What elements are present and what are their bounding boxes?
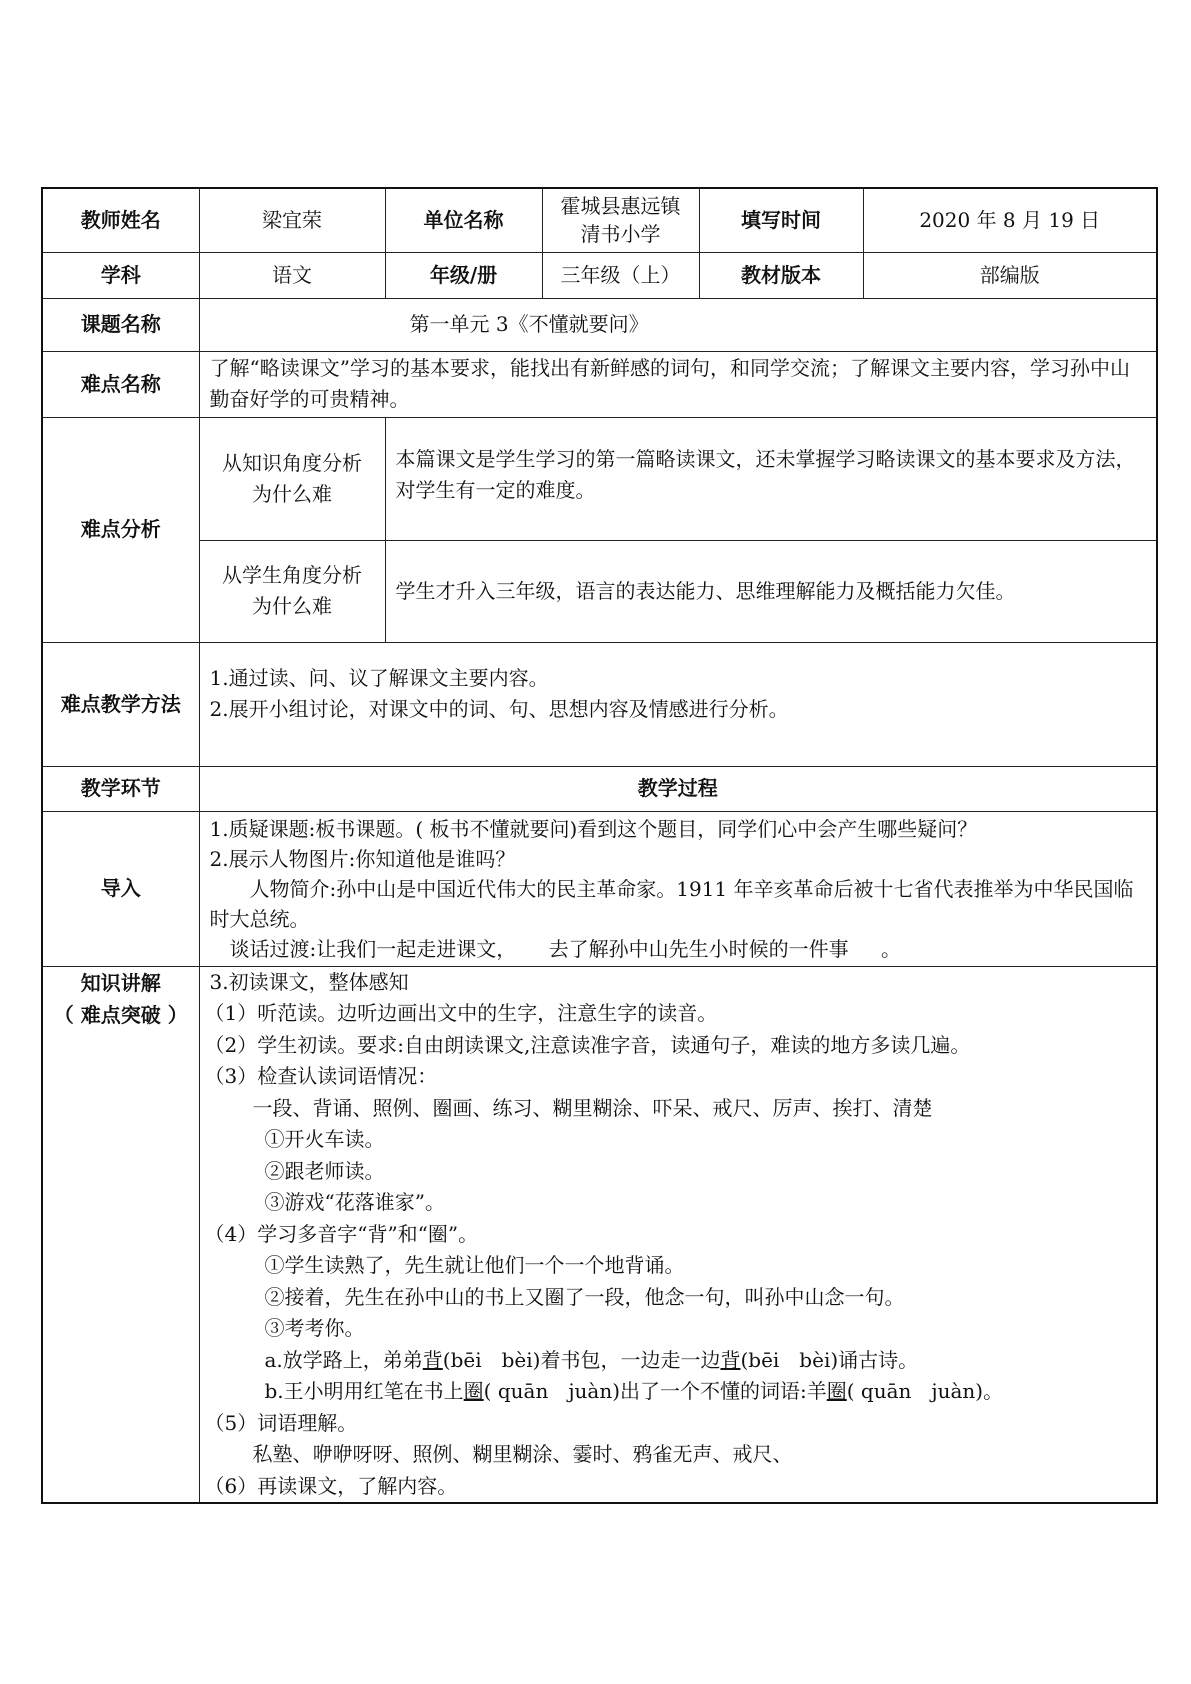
subject-value: 语文: [199, 252, 385, 298]
grade-label: 年级/册: [385, 252, 542, 298]
l14-mid: ( quān juàn)出了一个不懂的词语:羊: [483, 1379, 827, 1403]
teacher-name-label: 教师姓名: [42, 188, 199, 252]
analysis-row-1: [42, 417, 1157, 540]
student-angle-text: 学生才升入三年级，语言的表达能力、思维理解能力及概括能力欠佳。: [385, 540, 1157, 642]
knowledge-angle-line2: 为什么难: [252, 481, 332, 506]
student-angle-line2: 为什么难: [252, 594, 332, 618]
knowledge-angle-text: 本篇课文是学生学习的第一篇略读课文，还未掌握学习略读课文的基本要求及方法，对学生有一定的难度。: [385, 417, 1157, 540]
fill-date-label: 填写时间: [699, 188, 863, 252]
knowledge-angle-line1: 从知识角度分析: [222, 450, 362, 475]
teacher-name-value: 梁宜荣: [199, 188, 385, 252]
knowledge-line-1: 3.初读课文，整体感知: [209, 969, 409, 994]
l14-pre: b.王小明用红笔在书上: [264, 1379, 464, 1403]
l13-underline-1: 背: [422, 1347, 443, 1372]
edition-label: 教材版本: [699, 252, 863, 298]
analysis-row-2: [42, 540, 1157, 642]
unit-name-label: 单位名称: [385, 188, 542, 252]
edition-value: 部编版: [863, 252, 1157, 298]
knowledge-line-2: （1）听范读。边听边画出文中的生字，注意生字的读音。: [204, 1001, 718, 1025]
knowledge-line-16: 私塾、咿咿呀呀、照例、糊里糊涂、霎时、鸦雀无声、戒尺、: [252, 1442, 793, 1466]
l14-underline-2: 圈: [826, 1379, 847, 1403]
knowledge-line-4: （3）检查认读词语情况：: [204, 1064, 438, 1088]
l13-underline-2: 背: [720, 1347, 741, 1372]
l13-mid: (bēi bèi)着书包，一边走一边: [442, 1347, 721, 1372]
header-row-1: [42, 188, 1157, 252]
analysis-label: 难点分析: [42, 417, 199, 642]
knowledge-label: [42, 966, 199, 1503]
method-label: 难点教学方法: [42, 642, 199, 766]
fill-date-value: 2020 年 8 月 19 日: [863, 188, 1157, 252]
intro-line-1: 1.质疑课题:板书课题。( 板书不懂就要问)看到这个题目，同学们心中会产生哪些疑问？: [209, 816, 978, 841]
intro-line-4b: 去了解孙中山先生小时候的一件事: [548, 936, 849, 961]
subject-label: 学科: [42, 252, 199, 298]
process-title: 教学过程: [199, 766, 1157, 811]
unit-name-value: [542, 188, 699, 252]
student-angle-label: [199, 540, 385, 642]
intro-line-4: [210, 934, 1147, 964]
knowledge-row: [42, 966, 1157, 1503]
knowledge-label-line2: （ 难点突破 ）: [53, 1002, 188, 1027]
intro-line-4c: 。: [880, 936, 901, 961]
topic-label: 课题名称: [42, 298, 199, 351]
knowledge-line-5: 一段、背诵、照例、圈画、练习、糊里糊涂、吓呆、戒尺、厉声、挨打、清楚: [252, 1095, 933, 1120]
lesson-plan-table: [41, 187, 1158, 1504]
knowledge-line-7: ②跟老师读。: [264, 1158, 385, 1183]
l13-pre: a.放学路上，弟弟: [264, 1347, 423, 1372]
student-angle-line1: 从学生角度分析: [222, 563, 362, 587]
intro-line-4a: 谈话过渡:让我们一起走进课文，: [229, 936, 517, 961]
method-text: [199, 642, 1157, 766]
knowledge-line-11: ②接着，先生在孙中山的书上又圈了一段，他念一句，叫孙中山念一句。: [264, 1284, 905, 1309]
topic-value: 第一单元 3《不懂就要问》: [199, 298, 1157, 351]
unit-name-line1: 霍城县惠远镇: [560, 194, 681, 219]
method-line-2: 2.展开小组讨论，对课文中的词、句、思想内容及情感进行分析。: [209, 696, 789, 721]
l14-post: ( quān juàn)。: [846, 1379, 1004, 1403]
knowledge-line-14: [205, 1376, 1147, 1408]
knowledge-line-12: ③考考你。: [264, 1316, 365, 1340]
unit-name-line2: 清书小学: [580, 222, 661, 247]
knowledge-line-3: （2）学生初读。要求:自由朗读课文,注意读准字音，读通句子，难读的地方多读几遍。: [204, 1032, 971, 1057]
intro-label: 导入: [42, 811, 199, 966]
knowledge-text: [199, 966, 1157, 1503]
intro-line-3: 人物简介:孙中山是中国近代伟大的民主革命家。1911 年辛亥革命后被十七省代表推举为中华民国临时大总统。: [209, 876, 1134, 931]
process-header-row: [42, 766, 1157, 811]
knowledge-line-9: （4）学习多音字“背”和“圈”。: [204, 1221, 479, 1246]
intro-text: [199, 811, 1157, 966]
knowledge-angle-label: [199, 417, 385, 540]
difficulty-label: 难点名称: [42, 351, 199, 417]
l13-post: (bēi bèi)诵古诗。: [740, 1347, 919, 1372]
l14-underline-1: 圈: [463, 1379, 484, 1403]
knowledge-label-line1: 知识讲解: [80, 970, 161, 995]
knowledge-line-15: （5）词语理解。: [204, 1410, 358, 1435]
knowledge-line-17: （6）再读课文，了解内容。: [204, 1473, 458, 1498]
difficulty-row: [42, 351, 1157, 417]
difficulty-value: 了解“略读课文”学习的基本要求，能找出有新鲜感的词句，和同学交流；了解课文主要内容，学习孙中山勤奋好学的可贵精神。: [199, 351, 1157, 417]
knowledge-line-8: ③游戏“花落谁家”。: [264, 1190, 445, 1214]
knowledge-line-6: ①开火车读。: [264, 1127, 385, 1151]
intro-line-2: 2.展示人物图片:你知道他是谁吗？: [209, 846, 516, 871]
method-row: [42, 642, 1157, 766]
process-step-label: 教学环节: [42, 766, 199, 811]
intro-row: [42, 811, 1157, 966]
knowledge-line-13: [205, 1345, 1147, 1377]
grade-value: 三年级（上）: [542, 252, 699, 298]
knowledge-line-10: ①学生读熟了，先生就让他们一个一个地背诵。: [264, 1253, 685, 1277]
method-line-1: 1.通过读、问、议了解课文主要内容。: [209, 665, 549, 690]
header-row-2: [42, 252, 1157, 298]
topic-row: [42, 298, 1157, 351]
